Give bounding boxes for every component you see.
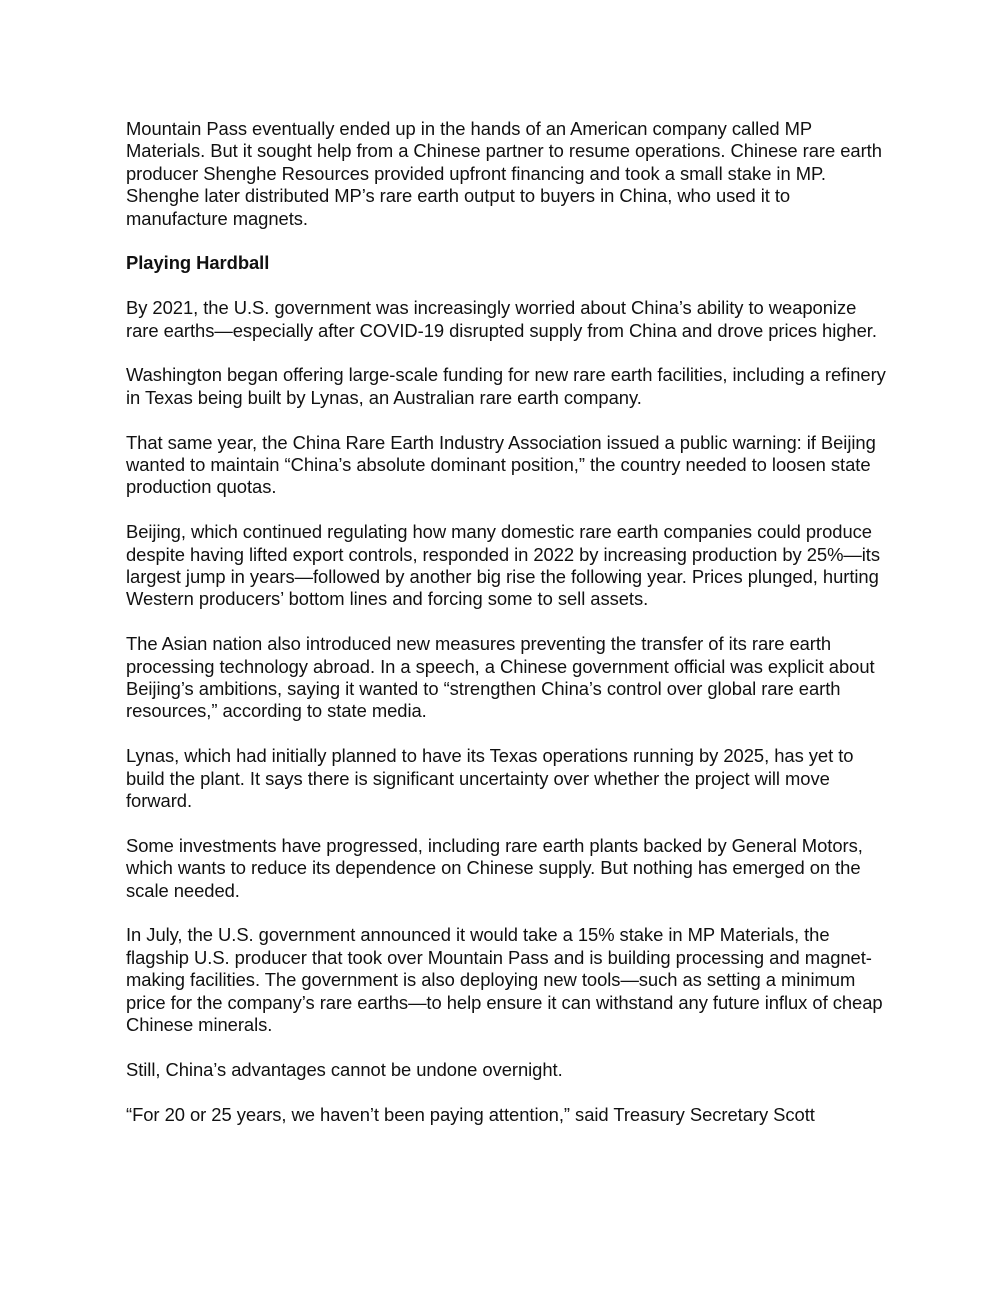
- paragraph-washington-funding: Washington began offering large-scale funding for new rare earth facilities, including a refinery in Texas being built by Lynas, an Australian rare earth company.: [126, 364, 886, 408]
- document-page: [126, 118, 886, 1149]
- section-heading: Playing Hardball: [126, 252, 270, 274]
- paragraph-beijing-production: Beijing, which continued regulating how many domestic rare earth companies could produce despite having lifted export controls, responded in 2022 by increasing production by 25%—its largest jump in years—followed by another big rise the following year. Prices plunged, hurting Western producers’ bottom lines and forcing some to sell assets.: [126, 521, 880, 610]
- paragraph-us-worried: By 2021, the U.S. government was increasingly worried about China’s ability to weaponize rare earths—especially after COVID-19 disrupted supply from China and drove prices higher.: [126, 297, 877, 341]
- paragraph-mountain-pass: Mountain Pass eventually ended up in the hands of an American company called MP Materials. But it sought help from a Chinese partner to resume operations. Chinese rare earth producer Shenghe Resources provided upfront financing and took a small stake in MP. Shenghe later distributed MP’s rare earth output to buyers in China, who used it to manufacture magnets.: [126, 118, 882, 229]
- paragraph-mp-stake: In July, the U.S. government announced it would take a 15% stake in MP Materials, the flagship U.S. producer that took over Mountain Pass and is building processing and magnet-making facilities. The government is also deploying new tools—such as setting a minimum price for the company’s rare earths—to help ensure it can withstand any future influx of cheap Chinese minerals.: [126, 924, 883, 1036]
- paragraph-technology-transfer: The Asian nation also introduced new measures preventing the transfer of its rare earth processing technology abroad. In a speech, a Chinese government official was explicit about Beijing’s ambitions, saying it wanted to “strengthen China’s control over global rare earth resources,” according to state media.: [126, 633, 875, 722]
- paragraph-industry-warning: That same year, the China Rare Earth Industry Association issued a public warning: if Beijing wanted to maintain “China’s absolute dominant position,” the country needed to loosen state production quotas.: [126, 431, 876, 498]
- paragraph-lynas-plant: Lynas, which had initially planned to have its Texas operations running by 2025, has yet to build the plant. It says there is significant uncertainty over whether the project will move forward.: [126, 745, 854, 812]
- paragraph-quote: “For 20 or 25 years, we haven’t been paying attention,” said Treasury Secretary Scott: [126, 1103, 815, 1125]
- paragraph-china-advantages: Still, China’s advantages cannot be undone overnight.: [126, 1058, 563, 1080]
- paragraph-investments: Some investments have progressed, including rare earth plants backed by General Motors, which wants to reduce its dependence on Chinese supply. But nothing has emerged on the scale needed.: [126, 834, 863, 901]
